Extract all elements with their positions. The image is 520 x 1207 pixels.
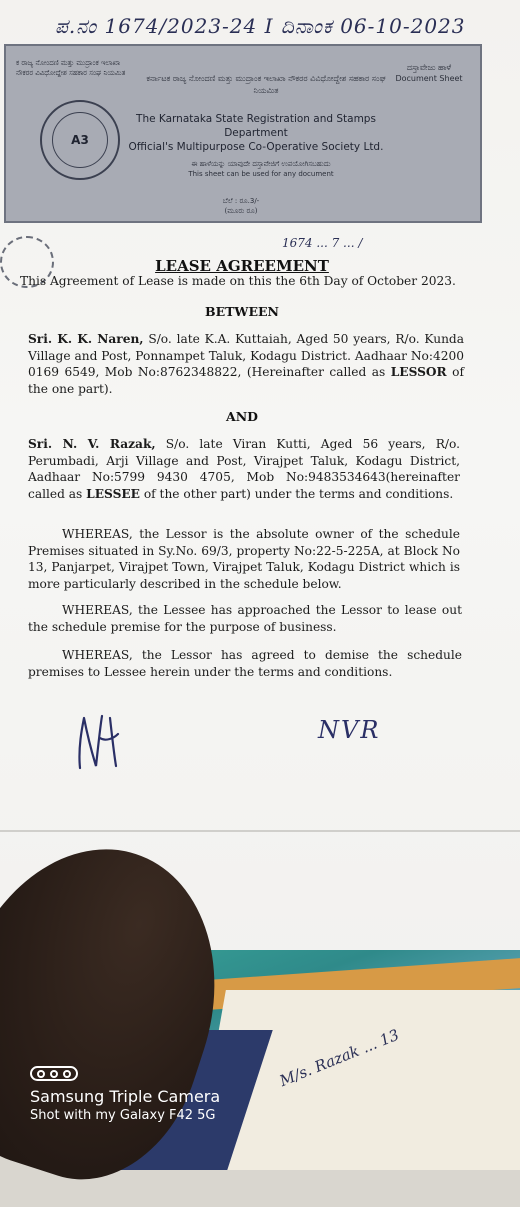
lessee-label: LESSEE (86, 486, 140, 501)
whereas-paragraph-1: WHEREAS, the Lessor is the absolute owner of the schedule Premises situated in Sy.No. 69/3, property No:22-5-225A, at Block No 13, Panjarpet, Virajpet Town, Virajpet Taluk, Kodagu District which is more particularly described in the schedule below. (28, 527, 460, 591)
stamp-kannada-corner: ಕ ರಾಜ್ಯ ನೋಂದಣಿ ಮತ್ತು ಮುದ್ರಾಂಕ ಇಲಾಖಾ ನೌಕರರ ವಿವಿಧೋದ್ದೇಶ ಸಹಕಾರ ಸಂಘ ನಿಯಮಿತ (16, 59, 126, 77)
stamp-document-sheet-label (386, 62, 472, 84)
lessor-tail: of the one part). (28, 365, 464, 396)
lessor-details: S/o. late K.A. Kuttaiah, Aged 50 years, R/o. Kunda Village and Post, Ponnampet Taluk, Kodagu District. Aadhaar No:4200 0169 6549, Mob No:8762348822, (Hereinafter called as (28, 332, 464, 379)
usage-note-en: This sheet can be used for any document (188, 170, 334, 178)
and-heading: AND (226, 409, 258, 424)
document-sheet-en: Document Sheet (395, 74, 463, 83)
whereas-paragraph-2: WHEREAS, the Lessee has approached the Lessor to lease out the schedule premise for the purpose of business. (28, 603, 462, 634)
stamp-english-title (106, 112, 406, 154)
document-title: LEASE AGREEMENT (155, 257, 329, 275)
lessor-signature (70, 708, 130, 774)
stamp-title-line2: Official's Multipurpose Co-Operative Society Ltd. (128, 141, 384, 153)
seal-text: A3 (52, 112, 108, 168)
usage-note-kn: ಈ ಹಾಳೆಯನ್ನು ಯಾವುದೇ ದಸ್ತಾವೇಜಿಗೆ ಉಪಯೋಗಿಸಬಹುದು (191, 160, 331, 168)
whereas-paragraph-3: WHEREAS, the Lessor has agreed to demise the schedule premises to Lessee herein under the terms and conditions. (28, 648, 462, 679)
stamp-document-sheet (4, 44, 482, 223)
price-line1: ಬೆಲೆ : ರೂ.3/- (222, 197, 260, 205)
stamp-handwriting: 1674 ... 7 ... / (282, 236, 363, 250)
lessor-label: LESSOR (390, 365, 447, 379)
document-sheet-kn: ದಸ್ತಾವೇಜು ಹಾಳೆ (406, 63, 452, 72)
lessee-details: S/o. late Viran Kutti, Aged 56 years, R/o. Perumbadi, Arji Village and Post, Virajpet Taluk, Kodagu District, Aadhaar No:5799 9430 4705, Mob No:9483534643(hereinafter called as (28, 437, 460, 501)
stamp-price (186, 196, 296, 216)
intro-paragraph: This Agreement of Lease is made on this the 6th Day of October 2023. (20, 274, 456, 288)
lessor-paragraph (28, 331, 464, 397)
price-line2: (ಮೂರು ರೂ) (224, 207, 258, 215)
page-fold-line (0, 830, 520, 832)
stamp-kannada-title: ಕರ್ನಾಟಕ ರಾಜ್ಯ ನೋಂದಣಿ ಮತ್ತು ಮುದ್ರಾಂಕ ಇಲಾಖಾ ನೌಕರರ ವಿವಿಧೋದ್ದೇಶ ಸಹಕಾರ ಸಂಘ ನಿಯಮಿತ (146, 74, 386, 95)
handwritten-registration-number: ಪ.ನಂ 1674/2023-24 I ದಿನಾಂಕ 06-10-2023 (55, 14, 466, 38)
camera-lens-icon (30, 1066, 78, 1081)
lessee-name: Sri. N. V. Razak, (28, 437, 156, 451)
between-heading: BETWEEN (205, 304, 279, 319)
stamp-title-line1: The Karnataka State Registration and Stamps Department (136, 113, 376, 139)
watermark-title: Samsung Triple Camera (30, 1087, 221, 1106)
lessee-signature: NVR (318, 716, 381, 744)
camera-watermark (30, 1066, 330, 1123)
watermark-subtitle: Shot with my Galaxy F42 5G (30, 1108, 216, 1123)
lessee-paragraph (28, 436, 460, 502)
lessee-tail: of the other part) under the terms and conditions. (139, 486, 454, 501)
stamp-usage-note (136, 159, 386, 179)
lessor-name: Sri. K. K. Naren, (28, 332, 144, 346)
bottom-handwriting: M/s. Razak ... 13 (277, 1025, 402, 1091)
